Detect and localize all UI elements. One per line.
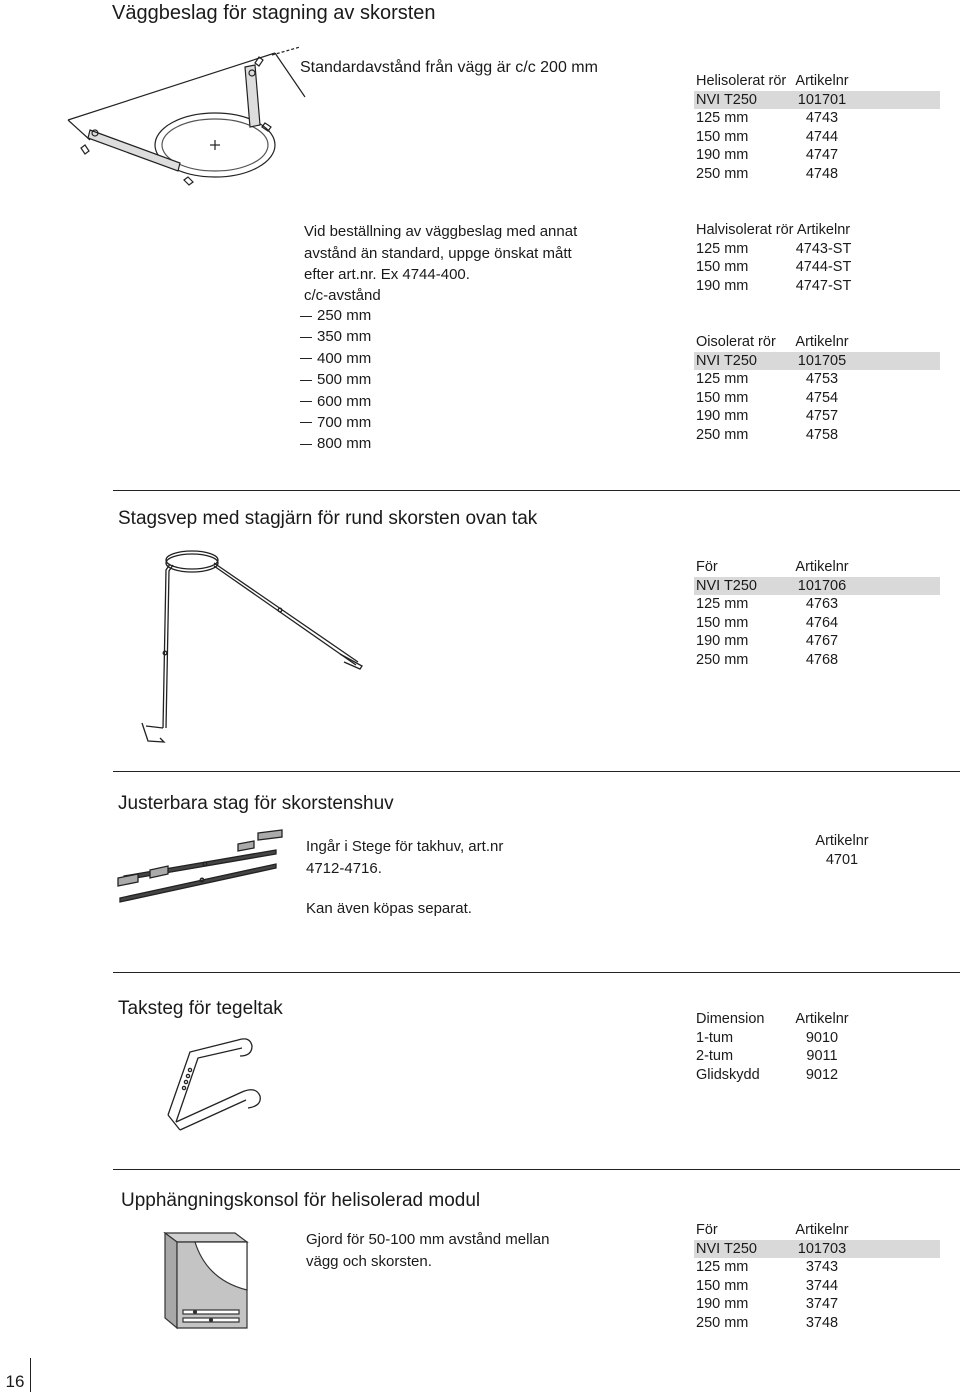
- section-divider: [113, 972, 960, 973]
- table-row: 250 mm 4758: [696, 426, 839, 443]
- section-title-justerbara-stag: Justerbara stag för skorstenshuv: [118, 793, 394, 814]
- suspension-bracket-illustration: [155, 1228, 260, 1338]
- table-header-row: Helisolerat rör Artikelnr: [696, 73, 849, 89]
- standard-distance-text: Standardavstånd från vägg är c/c 200 mm: [300, 59, 598, 76]
- table-upphangningskonsol: [694, 1221, 940, 1333]
- section-divider: [113, 771, 960, 772]
- table-header-row: För Artikelnr: [696, 1222, 849, 1238]
- list-item: 400 mm: [300, 348, 371, 369]
- table-row: 190 mm 4757: [696, 408, 839, 425]
- table-stagsvep: [694, 558, 940, 670]
- table-row: NVI T250 101703: [694, 1240, 940, 1259]
- table-row: 150 mm 4744-ST: [696, 259, 852, 276]
- table-row: 190 mm 3747: [696, 1296, 839, 1313]
- table-row: 125 mm 4743: [696, 110, 839, 127]
- table-halvisolerat: [694, 221, 942, 295]
- bracket-note: Gjord för 50-100 mm avstånd mellan vägg och skorsten.: [306, 1231, 550, 1270]
- table-header-row: Oisolerat rör Artikelnr: [696, 334, 849, 350]
- table-row: 150 mm 4754: [696, 389, 839, 406]
- table-row: 150 mm 3744: [696, 1277, 839, 1294]
- table-row: 190 mm 4767: [696, 633, 839, 650]
- page-number: 16: [5, 1372, 25, 1391]
- list-item: 250 mm: [300, 305, 371, 326]
- list-item: 800 mm: [300, 433, 371, 454]
- table-row: NVI T250 101706: [694, 577, 940, 596]
- page-number-divider: [30, 1358, 31, 1392]
- section-title-stagsvep: Stagsvep med stagjärn för rund skorsten ovan tak: [118, 508, 538, 529]
- list-item: 600 mm: [300, 391, 371, 412]
- table-row: 2-tum 9011: [696, 1048, 838, 1065]
- table-row: 150 mm 4744: [696, 128, 839, 145]
- table-header-row: Halvisolerat rör Artikelnr: [696, 222, 851, 238]
- table-row: 1-tum 9010: [696, 1029, 839, 1046]
- section-title-taksteg: Taksteg för tegeltak: [118, 998, 283, 1019]
- list-item: 500 mm: [300, 369, 371, 390]
- table-row: 190 mm 4747-ST: [696, 277, 852, 294]
- table-row: 125 mm 3743: [696, 1259, 839, 1276]
- wall-bracket-illustration: [60, 45, 320, 200]
- table-row: 125 mm 4743-ST: [696, 240, 852, 257]
- included-note: Ingår i Stege för takhuv, art.nr 4712-4716.: [306, 838, 504, 877]
- table-row: 250 mm 4768: [696, 651, 839, 668]
- table-row: 250 mm 3748: [696, 1314, 839, 1331]
- table-row: 190 mm 4747: [696, 147, 839, 164]
- table-oisolerat: [694, 333, 940, 445]
- table-row: NVI T250 101701: [694, 91, 940, 110]
- table-row: NVI T250 101705: [694, 352, 940, 371]
- table-row: 125 mm 4763: [696, 596, 839, 613]
- table-row: Glidskydd 9012: [696, 1066, 839, 1083]
- list-item: 700 mm: [300, 412, 371, 433]
- roof-step-illustration: [160, 1030, 280, 1140]
- cc-label: c/c-avstånd: [304, 287, 381, 304]
- table-header-row: För Artikelnr: [696, 559, 849, 575]
- article-value: 4701: [825, 852, 859, 868]
- adjustable-stays-illustration: [110, 828, 290, 903]
- section-title-vaggbeslag: Väggbeslag för stagning av skorsten: [112, 2, 436, 24]
- section-divider: [113, 490, 960, 491]
- separate-purchase-note: Kan även köpas separat.: [306, 900, 472, 917]
- table-helisolerat: [694, 72, 940, 184]
- table-header-row: Dimension Artikelnr: [696, 1011, 849, 1027]
- table-row: 150 mm 4764: [696, 614, 839, 631]
- article-number-block: [812, 832, 872, 870]
- section-title-upphangningskonsol: Upphängningskonsol för helisolerad modul: [121, 1190, 481, 1211]
- cc-distance-list: [300, 305, 371, 455]
- chimney-stay-illustration: [130, 548, 370, 748]
- article-header: Artikelnr: [815, 833, 869, 849]
- list-item: 350 mm: [300, 326, 371, 347]
- table-row: 250 mm 4748: [696, 165, 839, 182]
- table-row: 125 mm 4753: [696, 371, 839, 388]
- order-note: Vid beställning av väggbeslag med annat avstånd än standard, uppge önskat mått efter art.nr. Ex 4744-400.: [304, 223, 578, 283]
- section-divider: [113, 1169, 960, 1170]
- table-taksteg: [694, 1010, 940, 1084]
